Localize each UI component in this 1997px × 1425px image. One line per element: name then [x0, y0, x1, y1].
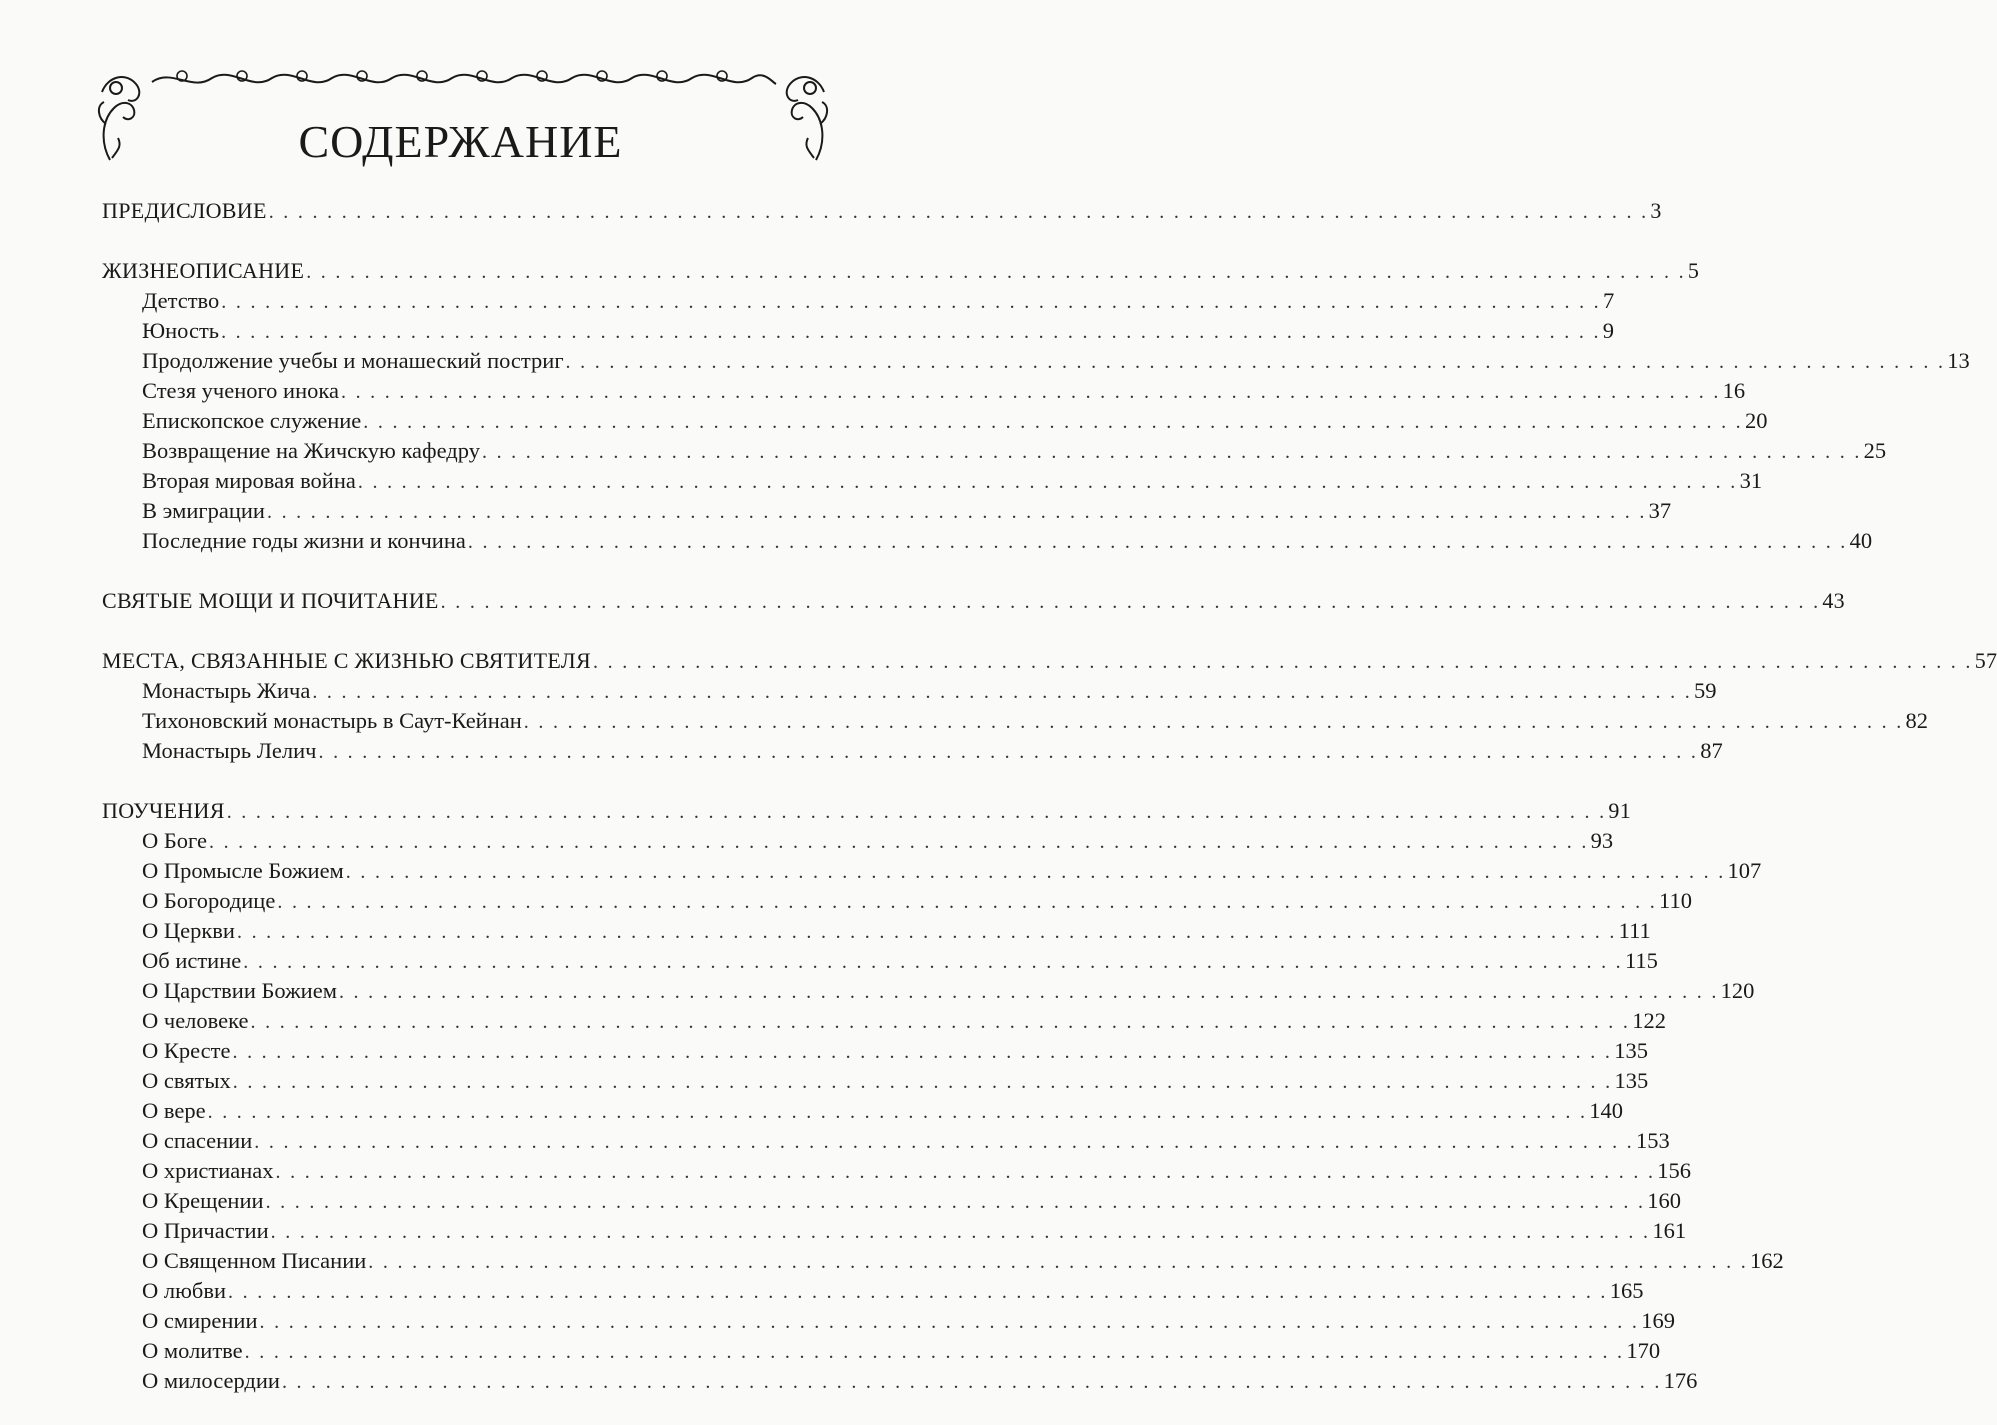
toc-subentry — [102, 1366, 1698, 1396]
section-gap — [102, 226, 830, 256]
entry-title: О христианах — [142, 1158, 274, 1183]
dot-leader: . . . . . . . . . . . . . . . . . . . . . . . . . . . . . . . . . . . . . . . . . . . . . . . . . . . . . . . . . . . . . . . . . . . . . . . . . . . . . . . . . . . . . . . . . . . . . . . — [565, 351, 1946, 373]
dot-leader: . . . . . . . . . . . . . . . . . . . . . . . . . . . . . . . . . . . . . . . . . . . . . . . . . . . . . . . . . . . . . . . . . . . . . . . . . . . . . . . . . . . . . . . . . . . . . . . — [226, 801, 1607, 823]
dot-leader: . . . . . . . . . . . . . . . . . . . . . . . . . . . . . . . . . . . . . . . . . . . . . . . . . . . . . . . . . . . . . . . . . . . . . . . . . . . . . . . . . . . . . . . . . . . . . . . — [270, 1221, 1651, 1243]
section-gap — [102, 556, 830, 586]
toc-subentry — [102, 346, 1970, 376]
toc-subentry — [102, 946, 1658, 976]
page-number: 59 — [1694, 678, 1717, 703]
entry-title: О святых — [142, 1068, 231, 1093]
page-number: 31 — [1739, 468, 1763, 493]
dot-leader: . . . . . . . . . . . . . . . . . . . . . . . . . . . . . . . . . . . . . . . . . . . . . . . . . . . . . . . . . . . . . . . . . . . . . . . . . . . . . . . . . . . . . . . . . . . . . . . — [208, 831, 1589, 853]
entry-title: О Царствии Божием — [142, 978, 337, 1003]
page-number: 162 — [1750, 1248, 1784, 1273]
dot-leader: . . . . . . . . . . . . . . . . . . . . . . . . . . . . . . . . . . . . . . . . . . . . . . . . . . . . . . . . . . . . . . . . . . . . . . . . . . . . . . . . . . . . . . . . . . . . . . . — [232, 1041, 1613, 1063]
toc-subentry — [102, 1036, 1648, 1066]
entry-title: Последние годы жизни и кончина — [142, 528, 466, 553]
toc-subentry — [102, 886, 1692, 916]
page-number: 87 — [1700, 738, 1723, 763]
entry-title: Вторая мировая война — [142, 468, 356, 493]
entry-title: О молитве — [142, 1338, 243, 1363]
page-number: 170 — [1626, 1338, 1661, 1363]
entry-title: О человеке — [142, 1008, 249, 1033]
page-number: 160 — [1647, 1188, 1682, 1213]
page-number: 135 — [1614, 1068, 1649, 1093]
page-number: 161 — [1652, 1218, 1687, 1243]
toc-subentry — [102, 1096, 1624, 1126]
dot-leader: . . . . . . . . . . . . . . . . . . . . . . . . . . . . . . . . . . . . . . . . . . . . . . . . . . . . . . . . . . . . . . . . . . . . . . . . . . . . . . . . . . . . . . . . . . . . . . . — [232, 1071, 1613, 1093]
page-title: СОДЕРЖАНИЕ — [298, 116, 623, 167]
entry-title: О вере — [142, 1098, 206, 1123]
toc-subentry — [102, 1126, 1670, 1156]
page-number: 5 — [1687, 258, 1700, 283]
page-number: 176 — [1663, 1368, 1698, 1393]
page-number: 120 — [1720, 978, 1755, 1003]
entry-title: ПОУЧЕНИЯ — [102, 798, 225, 823]
toc-section-entry — [102, 796, 1632, 826]
section-gap — [102, 766, 830, 796]
dot-leader: . . . . . . . . . . . . . . . . . . . . . . . . . . . . . . . . . . . . . . . . . . . . . . . . . . . . . . . . . . . . . . . . . . . . . . . . . . . . . . . . . . . . . . . . . . . . . . . — [266, 501, 1647, 523]
dot-leader: . . . . . . . . . . . . . . . . . . . . . . . . . . . . . . . . . . . . . . . . . . . . . . . . . . . . . . . . . . . . . . . . . . . . . . . . . . . . . . . . . . . . . . . . . . . . . . . — [593, 651, 1973, 673]
dot-leader: . . . . . . . . . . . . . . . . . . . . . . . . . . . . . . . . . . . . . . . . . . . . . . . . . . . . . . . . . . . . . . . . . . . . . . . . . . . . . . . . . . . . . . . . . . . . . . . — [338, 981, 1719, 1003]
page-number: 43 — [1822, 588, 1845, 613]
page-number: 169 — [1641, 1308, 1675, 1333]
dot-leader: . . . . . . . . . . . . . . . . . . . . . . . . . . . . . . . . . . . . . . . . . . . . . . . . . . . . . . . . . . . . . . . . . . . . . . . . . . . . . . . . . . . . . . . . . . . . . . . — [277, 891, 1658, 913]
page-number: 140 — [1589, 1098, 1624, 1123]
toc-subentry — [102, 1276, 1644, 1306]
dot-leader: . . . . . . . . . . . . . . . . . . . . . . . . . . . . . . . . . . . . . . . . . . . . . . . . . . . . . . . . . . . . . . . . . . . . . . . . . . . . . . . . . . . . . . . . . . . . . . . — [306, 261, 1686, 283]
entry-title: О спасении — [142, 1128, 253, 1153]
toc-section-entry — [102, 196, 1662, 226]
toc-subentry — [102, 436, 1887, 466]
dot-leader: . . . . . . . . . . . . . . . . . . . . . . . . . . . . . . . . . . . . . . . . . . . . . . . . . . . . . . . . . . . . . . . . . . . . . . . . . . . . . . . . . . . . . . . . . . . . . . . — [345, 861, 1726, 883]
page-number: 135 — [1614, 1038, 1648, 1063]
entry-title: МЕСТА, СВЯЗАННЫЕ С ЖИЗНЬЮ СВЯТИТЕЛЯ — [102, 648, 591, 673]
page-number: 13 — [1947, 348, 1970, 373]
entry-title: О Священном Писании — [142, 1248, 367, 1273]
toc-subentry — [102, 406, 1768, 436]
entry-title: Об истине — [142, 948, 242, 973]
page-number: 156 — [1657, 1158, 1691, 1183]
entry-title: Монастырь Лелич — [142, 738, 317, 763]
page-number: 110 — [1659, 888, 1692, 913]
toc-subentry — [102, 1006, 1666, 1036]
dot-leader: . . . . . . . . . . . . . . . . . . . . . . . . . . . . . . . . . . . . . . . . . . . . . . . . . . . . . . . . . . . . . . . . . . . . . . . . . . . . . . . . . . . . . . . . . . . . . . . — [221, 291, 1601, 313]
table-of-contents — [102, 196, 1997, 1396]
page-number: 37 — [1648, 498, 1672, 523]
dot-leader: . . . . . . . . . . . . . . . . . . . . . . . . . . . . . . . . . . . . . . . . . . . . . . . . . . . . . . . . . . . . . . . . . . . . . . . . . . . . . . . . . . . . . . . . . . . . . . . — [250, 1011, 1631, 1033]
dot-leader: . . . . . . . . . . . . . . . . . . . . . . . . . . . . . . . . . . . . . . . . . . . . . . . . . . . . . . . . . . . . . . . . . . . . . . . . . . . . . . . . . . . . . . . . . . . . . . . — [268, 201, 1649, 223]
page-number: 3 — [1650, 198, 1662, 223]
entry-title: В эмиграции — [142, 498, 265, 523]
page-number: 107 — [1727, 858, 1762, 883]
dot-leader: . . . . . . . . . . . . . . . . . . . . . . . . . . . . . . . . . . . . . . . . . . . . . . . . . . . . . . . . . . . . . . . . . . . . . . . . . . . . . . . . . . . . . . . . . . . . . . . — [243, 951, 1623, 973]
toc-subentry — [102, 676, 1717, 706]
entry-title: О Крещении — [142, 1188, 264, 1213]
page-number: 111 — [1618, 918, 1651, 943]
page-number: 9 — [1602, 318, 1615, 343]
entry-title: О Церкви — [142, 918, 235, 943]
entry-title: ПРЕДИСЛОВИЕ — [102, 198, 267, 223]
toc-subentry — [102, 856, 1762, 886]
entry-title: Стезя ученого инока — [142, 378, 339, 403]
toc-subentry — [102, 376, 1746, 406]
toc-subentry — [102, 976, 1755, 1006]
page-number: 165 — [1609, 1278, 1644, 1303]
toc-section-entry — [102, 586, 1845, 616]
entry-title: О Богородице — [142, 888, 276, 913]
toc-subentry — [102, 526, 1873, 556]
dot-leader: . . . . . . . . . . . . . . . . . . . . . . . . . . . . . . . . . . . . . . . . . . . . . . . . . . . . . . . . . . . . . . . . . . . . . . . . . . . . . . . . . . . . . . . . . . . . . . . — [440, 591, 1821, 613]
toc-subentry — [102, 316, 1615, 346]
page-number: 7 — [1602, 288, 1615, 313]
entry-title: ЖИЗНЕОПИСАНИЕ — [102, 258, 305, 283]
page-number: 57 — [1974, 648, 1997, 673]
toc-subentry — [102, 1336, 1661, 1366]
dot-leader: . . . . . . . . . . . . . . . . . . . . . . . . . . . . . . . . . . . . . . . . . . . . . . . . . . . . . . . . . . . . . . . . . . . . . . . . . . . . . . . . . . . . . . . . . . . . . . . — [312, 681, 1693, 703]
entry-title: О смирении — [142, 1308, 258, 1333]
entry-title: О Промысле Божием — [142, 858, 344, 883]
page-number: 40 — [1849, 528, 1873, 553]
section-gap — [102, 616, 830, 646]
dot-leader: . . . . . . . . . . . . . . . . . . . . . . . . . . . . . . . . . . . . . . . . . . . . . . . . . . . . . . . . . . . . . . . . . . . . . . . . . . . . . . . . . . . . . . . . . . . . . . . — [481, 441, 1862, 463]
toc-subentry — [102, 1216, 1687, 1246]
entry-title: О Причастии — [142, 1218, 269, 1243]
entry-title: Продолжение учебы и монашеский постриг — [142, 348, 564, 373]
page-number: 91 — [1608, 798, 1632, 823]
page-number: 82 — [1905, 708, 1928, 733]
dot-leader: . . . . . . . . . . . . . . . . . . . . . . . . . . . . . . . . . . . . . . . . . . . . . . . . . . . . . . . . . . . . . . . . . . . . . . . . . . . . . . . . . . . . . . . . . . . . . . . — [368, 1251, 1748, 1273]
page-number: 115 — [1624, 948, 1658, 973]
toc-subentry — [102, 736, 1723, 766]
entry-title: Возвращение на Жичскую кафедру — [142, 438, 480, 463]
dot-leader: . . . . . . . . . . . . . . . . . . . . . . . . . . . . . . . . . . . . . . . . . . . . . . . . . . . . . . . . . . . . . . . . . . . . . . . . . . . . . . . . . . . . . . . . . . . . . . . — [259, 1311, 1640, 1333]
entry-title: Детство — [142, 288, 220, 313]
entry-title: О Кресте — [142, 1038, 231, 1063]
dot-leader: . . . . . . . . . . . . . . . . . . . . . . . . . . . . . . . . . . . . . . . . . . . . . . . . . . . . . . . . . . . . . . . . . . . . . . . . . . . . . . . . . . . . . . . . . . . . . . . — [244, 1341, 1625, 1363]
dot-leader: . . . . . . . . . . . . . . . . . . . . . . . . . . . . . . . . . . . . . . . . . . . . . . . . . . . . . . . . . . . . . . . . . . . . . . . . . . . . . . . . . . . . . . . . . . . . . . . — [207, 1101, 1588, 1123]
dot-leader: . . . . . . . . . . . . . . . . . . . . . . . . . . . . . . . . . . . . . . . . . . . . . . . . . . . . . . . . . . . . . . . . . . . . . . . . . . . . . . . . . . . . . . . . . . . . . . . — [221, 321, 1601, 343]
page-number: 153 — [1635, 1128, 1670, 1153]
toc-subentry — [102, 1186, 1682, 1216]
entry-title: О милосердии — [142, 1368, 280, 1393]
entry-title: СВЯТЫЕ МОЩИ И ПОЧИТАНИЕ — [102, 588, 439, 613]
toc-subentry — [102, 1156, 1691, 1186]
dot-leader: . . . . . . . . . . . . . . . . . . . . . . . . . . . . . . . . . . . . . . . . . . . . . . . . . . . . . . . . . . . . . . . . . . . . . . . . . . . . . . . . . . . . . . . . . . . . . . . — [318, 741, 1699, 763]
toc-subentry — [102, 706, 1928, 736]
dot-leader: . . . . . . . . . . . . . . . . . . . . . . . . . . . . . . . . . . . . . . . . . . . . . . . . . . . . . . . . . . . . . . . . . . . . . . . . . . . . . . . . . . . . . . . . . . . . . . . — [265, 1191, 1646, 1213]
dot-leader: . . . . . . . . . . . . . . . . . . . . . . . . . . . . . . . . . . . . . . . . . . . . . . . . . . . . . . . . . . . . . . . . . . . . . . . . . . . . . . . . . . . . . . . . . . . . . . . — [281, 1371, 1662, 1393]
entry-title: О любви — [142, 1278, 227, 1303]
toc-subentry — [102, 1306, 1675, 1336]
toc-section-entry — [102, 256, 1700, 286]
entry-title: Монастырь Жича — [142, 678, 311, 703]
page-number: 20 — [1744, 408, 1768, 433]
dot-leader: . . . . . . . . . . . . . . . . . . . . . . . . . . . . . . . . . . . . . . . . . . . . . . . . . . . . . . . . . . . . . . . . . . . . . . . . . . . . . . . . . . . . . . . . . . . . . . . — [236, 921, 1617, 943]
toc-subentry — [102, 916, 1651, 946]
entry-title: Тихоновский монастырь в Саут-Кейнан — [142, 708, 522, 733]
dot-leader: . . . . . . . . . . . . . . . . . . . . . . . . . . . . . . . . . . . . . . . . . . . . . . . . . . . . . . . . . . . . . . . . . . . . . . . . . . . . . . . . . . . . . . . . . . . . . . . — [228, 1281, 1608, 1303]
page-number: 25 — [1863, 438, 1887, 463]
toc-subentry — [102, 1066, 1649, 1096]
dot-leader: . . . . . . . . . . . . . . . . . . . . . . . . . . . . . . . . . . . . . . . . . . . . . . . . . . . . . . . . . . . . . . . . . . . . . . . . . . . . . . . . . . . . . . . . . . . . . . . — [357, 471, 1738, 493]
page-number: 16 — [1722, 378, 1746, 403]
toc-subentry — [102, 286, 1615, 316]
dot-leader: . . . . . . . . . . . . . . . . . . . . . . . . . . . . . . . . . . . . . . . . . . . . . . . . . . . . . . . . . . . . . . . . . . . . . . . . . . . . . . . . . . . . . . . . . . . . . . . — [340, 381, 1721, 403]
toc-subentry — [102, 496, 1672, 526]
toc-subentry — [102, 466, 1763, 496]
page-number: 122 — [1632, 1008, 1666, 1033]
entry-title: Юность — [142, 318, 220, 343]
dot-leader: . . . . . . . . . . . . . . . . . . . . . . . . . . . . . . . . . . . . . . . . . . . . . . . . . . . . . . . . . . . . . . . . . . . . . . . . . . . . . . . . . . . . . . . . . . . . . . . — [467, 531, 1848, 553]
toc-section-entry — [102, 646, 1997, 676]
dot-leader: . . . . . . . . . . . . . . . . . . . . . . . . . . . . . . . . . . . . . . . . . . . . . . . . . . . . . . . . . . . . . . . . . . . . . . . . . . . . . . . . . . . . . . . . . . . . . . . — [523, 711, 1904, 733]
toc-subentry — [102, 1246, 1784, 1276]
page-number: 93 — [1590, 828, 1614, 853]
toc-subentry — [102, 826, 1614, 856]
dot-leader: . . . . . . . . . . . . . . . . . . . . . . . . . . . . . . . . . . . . . . . . . . . . . . . . . . . . . . . . . . . . . . . . . . . . . . . . . . . . . . . . . . . . . . . . . . . . . . . — [275, 1161, 1656, 1183]
entry-title: О Боге — [142, 828, 207, 853]
dot-leader: . . . . . . . . . . . . . . . . . . . . . . . . . . . . . . . . . . . . . . . . . . . . . . . . . . . . . . . . . . . . . . . . . . . . . . . . . . . . . . . . . . . . . . . . . . . . . . . — [363, 411, 1743, 433]
entry-title: Епископское служение — [142, 408, 362, 433]
dot-leader: . . . . . . . . . . . . . . . . . . . . . . . . . . . . . . . . . . . . . . . . . . . . . . . . . . . . . . . . . . . . . . . . . . . . . . . . . . . . . . . . . . . . . . . . . . . . . . . — [254, 1131, 1634, 1153]
